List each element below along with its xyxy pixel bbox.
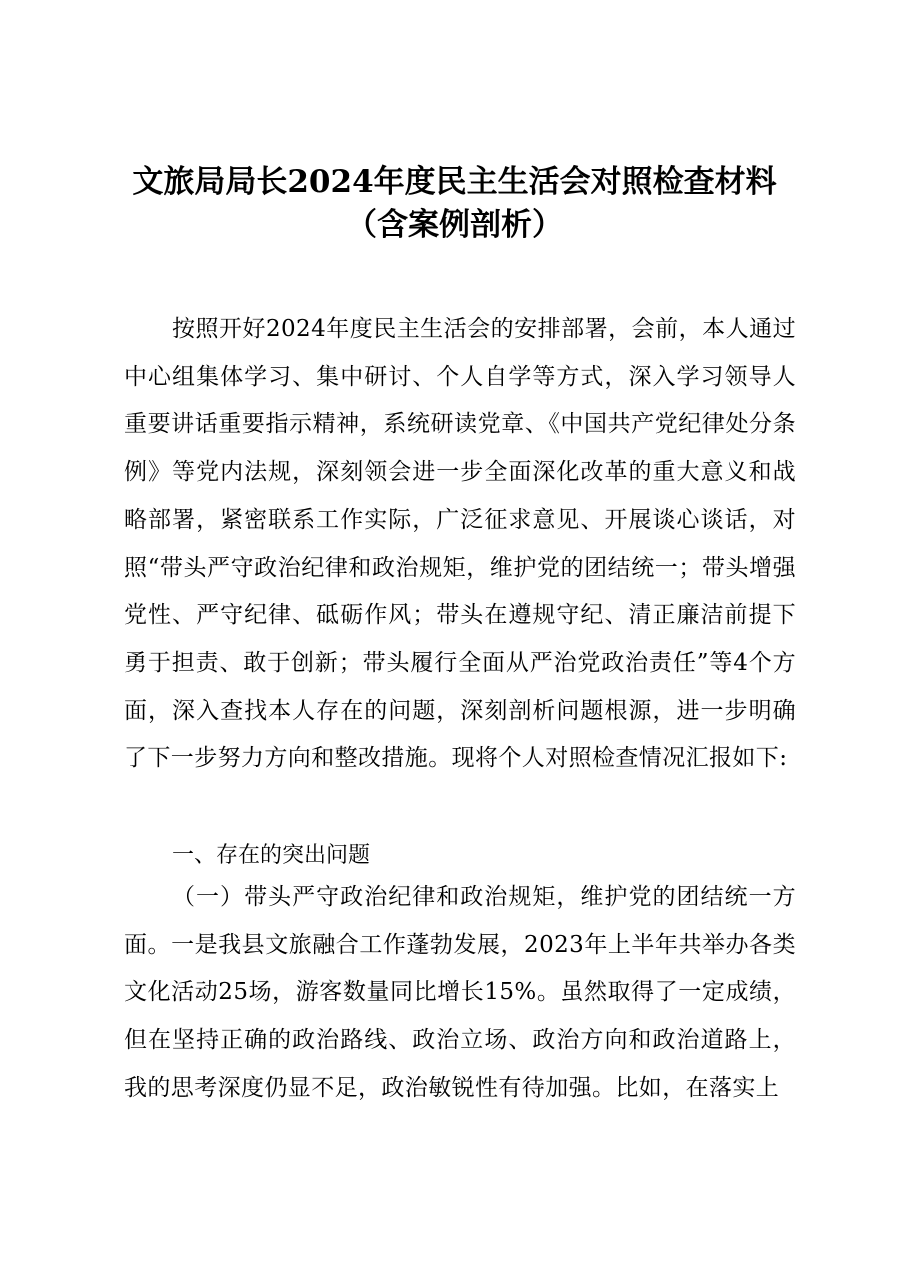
section-1-paragraph: （一）带头严守政治纪律和政治规矩，维护党的团结统一方面。一是我县文旅融合工作蓬勃发展，2023年上半年共举办各类文化活动25场，游客数量同比增长15%。虽然取得了一定成绩，但在坚持正确的政治路线、政治立场、政治方向和政治道路上，我的思考深度仍显不足，政治敏锐性有待加强。比如，在落实上	[124, 884, 796, 1101]
document-title-line-2: （含案例剖析）	[346, 207, 563, 243]
section-heading-problems: 一、存在的突出问题	[172, 843, 371, 868]
intro-paragraph: 按照开好2024年度民主生活会的安排部署，会前，本人通过中心组集体学习、集中研讨、个人自学等方式，深入学习领导人重要讲话重要指示精神，系统研读党章、《中国共产党纪律处分条例》等党内法规，深刻领会进一步全面深化改革的重大意义和战略部署，紧密联系工作实际，广泛征求意见、开展谈心谈话，对照“带头严守政治纪律和政治规矩，维护党的团结统一；带头增强党性、严守纪律、砥砺作风；带头在遵规守纪、清正廉洁前提下勇于担责、敢于创新；带头履行全面从严治党政治责任”等4个方面，深入查找本人存在的问题，深刻剖析问题根源，进一步明确了下一步努力方向和整改措施。现将个人对照检查情况汇报如下:	[124, 316, 796, 772]
document-title-line-1: 文旅局局长2024年度民主生活会对照检查材料	[132, 164, 777, 200]
